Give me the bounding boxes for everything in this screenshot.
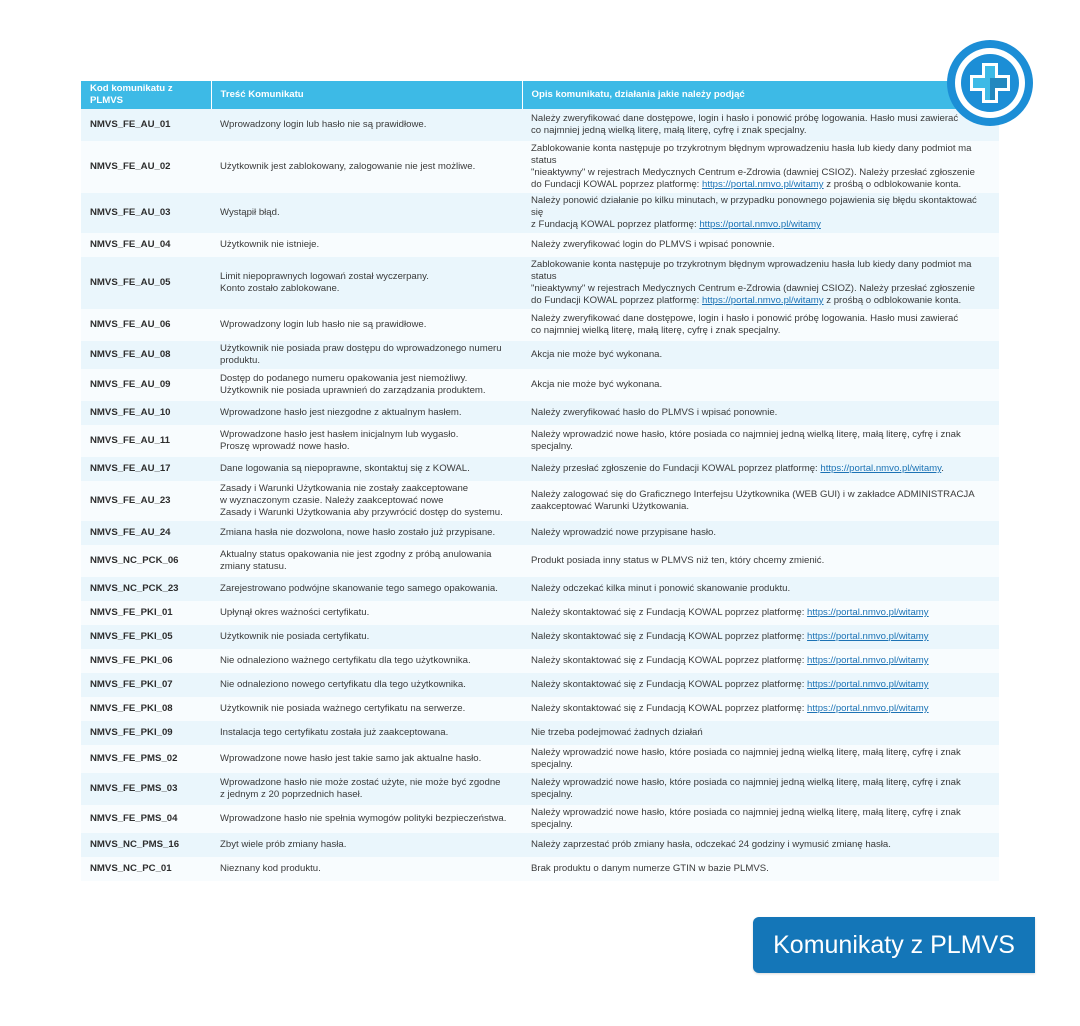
- table-row: [81, 481, 999, 521]
- action-description: [522, 193, 999, 233]
- message-line: Użytkownik nie posiada certyfikatu.: [220, 631, 370, 642]
- action-text: Zablokowanie konta następuje po trzykrotnym błędnym wprowadzeniu hasła lub kiedy dany podmiot ma status: [531, 259, 972, 282]
- action-line: [531, 555, 990, 567]
- message-text: [211, 141, 522, 193]
- message-code: NMVS_FE_PMS_03: [81, 773, 211, 805]
- action-line: [531, 379, 990, 391]
- action-line: [531, 679, 990, 691]
- action-text: Należy wprowadzić nowe hasło, które posiada co najmniej jedną wielką literę, małą literę, cyfrę i znak specjalny.: [531, 777, 961, 800]
- action-description: [522, 673, 999, 697]
- message-code: NMVS_FE_AU_06: [81, 309, 211, 341]
- action-text: co najmniej jedną wielką literę, małą literę, cyfrę i znak specjalny.: [531, 125, 807, 136]
- table-row: [81, 309, 999, 341]
- message-line: Wprowadzony login lub hasło nie są prawidłowe.: [220, 119, 427, 130]
- action-description: [522, 369, 999, 401]
- message-text: [211, 649, 522, 673]
- action-description: [522, 545, 999, 577]
- action-line: [531, 863, 990, 875]
- message-text: [211, 697, 522, 721]
- message-text: [211, 109, 522, 141]
- message-line: Użytkownik nie posiada uprawnień do zarządzania produktem.: [220, 385, 486, 396]
- action-text: Należy skontaktować się z Fundacją KOWAL poprzez platformę:: [531, 631, 808, 642]
- action-text: Należy zaprzestać prób zmiany hasła, odczekać 24 godziny i wymusić zmianę hasła.: [531, 839, 891, 850]
- table-row: [81, 833, 999, 857]
- action-text: do Fundacji KOWAL poprzez platformę:: [531, 295, 702, 306]
- message-line: Użytkownik nie posiada ważnego certyfikatu na serwerze.: [220, 703, 466, 714]
- message-code: NMVS_FE_AU_24: [81, 521, 211, 545]
- action-line: [531, 113, 990, 125]
- action-text: Należy skontaktować się z Fundacją KOWAL poprzez platformę:: [531, 679, 808, 690]
- message-code: NMVS_FE_PKI_01: [81, 601, 211, 625]
- portal-link[interactable]: https://portal.nmvo.pl/witamy: [699, 219, 821, 230]
- action-description: [522, 649, 999, 673]
- table-row: [81, 773, 999, 805]
- message-code: NMVS_FE_AU_02: [81, 141, 211, 193]
- action-description: [522, 625, 999, 649]
- action-description: [522, 521, 999, 545]
- message-code: NMVS_FE_PKI_09: [81, 721, 211, 745]
- action-text: Należy zweryfikować hasło do PLMVS i wpisać ponownie.: [531, 407, 778, 418]
- message-code: NMVS_FE_PMS_04: [81, 805, 211, 833]
- action-line: [531, 527, 990, 539]
- message-text: [211, 425, 522, 457]
- message-line: w wyznaczonym czasie. Należy zaakceptować nowe: [220, 495, 444, 506]
- portal-link[interactable]: https://portal.nmvo.pl/witamy: [702, 295, 824, 306]
- action-description: [522, 805, 999, 833]
- message-line: Limit niepoprawnych logowań został wyczerpany.: [220, 271, 429, 282]
- message-line: Dane logowania są niepoprawne, skontaktuj się z KOWAL.: [220, 463, 470, 474]
- action-description: [522, 773, 999, 805]
- table-row: [81, 649, 999, 673]
- table-row: [81, 457, 999, 481]
- message-line: Wystąpił błąd.: [220, 207, 280, 218]
- action-line: [531, 655, 990, 667]
- action-line: [531, 583, 990, 595]
- table-row: [81, 721, 999, 745]
- table-row: [81, 521, 999, 545]
- message-line: Użytkownik nie istnieje.: [220, 239, 320, 250]
- message-line: Wprowadzone hasło jest niezgodne z aktualnym hasłem.: [220, 407, 462, 418]
- message-text: [211, 369, 522, 401]
- message-line: Zasady i Warunki Użytkowania nie zostały zaakceptowane: [220, 483, 469, 494]
- message-code: NMVS_FE_AU_17: [81, 457, 211, 481]
- message-line: Wprowadzony login lub hasło nie są prawidłowe.: [220, 319, 427, 330]
- table-body: [81, 109, 999, 881]
- action-description: [522, 257, 999, 309]
- action-line: [531, 349, 990, 361]
- action-line: [531, 259, 990, 283]
- message-text: [211, 745, 522, 773]
- message-text: [211, 233, 522, 257]
- message-text: [211, 521, 522, 545]
- header-row: [81, 81, 999, 109]
- action-line: [531, 407, 990, 419]
- portal-link[interactable]: https://portal.nmvo.pl/witamy: [702, 179, 824, 190]
- message-line: Nie odnaleziono ważnego certyfikatu dla tego użytkownika.: [220, 655, 471, 666]
- action-line: [531, 429, 990, 453]
- action-line: [531, 239, 990, 251]
- message-line: Upłynął okres ważności certyfikatu.: [220, 607, 370, 618]
- footer-title-badge: Komunikaty z PLMVS: [753, 917, 1035, 973]
- action-description: [522, 601, 999, 625]
- action-line: [531, 325, 990, 337]
- message-code: NMVS_FE_PKI_07: [81, 673, 211, 697]
- action-description: [522, 721, 999, 745]
- action-description: [522, 577, 999, 601]
- table-row: [81, 141, 999, 193]
- table-row: [81, 625, 999, 649]
- action-text: zaakceptować Warunki Użytkowania.: [531, 501, 690, 512]
- portal-link[interactable]: https://portal.nmvo.pl/witamy: [807, 679, 929, 690]
- messages-table: [81, 81, 999, 881]
- table-row: [81, 233, 999, 257]
- action-text: do Fundacji KOWAL poprzez platformę:: [531, 179, 702, 190]
- action-description: [522, 697, 999, 721]
- message-code: NMVS_FE_AU_01: [81, 109, 211, 141]
- action-description: [522, 401, 999, 425]
- action-text: Należy wprowadzić nowe hasło, które posiada co najmniej jedną wielką literę, małą literę, cyfrę i znak specjalny.: [531, 807, 961, 830]
- action-text: z prośbą o odblokowanie konta.: [823, 295, 962, 306]
- message-line: Aktualny status opakowania nie jest zgodny z próbą anulowania: [220, 549, 492, 560]
- message-text: [211, 805, 522, 833]
- message-text: [211, 625, 522, 649]
- action-line: [531, 179, 990, 191]
- action-text: Zablokowanie konta następuje po trzykrotnym błędnym wprowadzeniu hasła lub kiedy dany podmiot ma status: [531, 143, 972, 166]
- action-text: Należy zweryfikować dane dostępowe, login i hasło i ponowić próbę logowania. Hasło musi zawierać: [531, 313, 959, 324]
- portal-link[interactable]: https://portal.nmvo.pl/witamy: [807, 631, 929, 642]
- table-row: [81, 745, 999, 773]
- message-line: Zasady i Warunki Użytkowania aby przywrócić dostęp do systemu.: [220, 507, 503, 518]
- message-line: Użytkownik jest zablokowany, zalogowanie nie jest możliwe.: [220, 161, 476, 172]
- table-row: [81, 193, 999, 233]
- message-text: [211, 833, 522, 857]
- message-line: Zbyt wiele prób zmiany hasła.: [220, 839, 347, 850]
- action-text: Należy wprowadzić nowe hasło, które posiada co najmniej jedną wielką literę, małą literę, cyfrę i znak specjalny.: [531, 747, 961, 770]
- action-line: [531, 747, 990, 771]
- message-code: NMVS_NC_PCK_23: [81, 577, 211, 601]
- action-description: [522, 141, 999, 193]
- action-text: Nie trzeba podejmować żadnych działań: [531, 727, 703, 738]
- message-code: NMVS_FE_AU_03: [81, 193, 211, 233]
- action-text: Należy skontaktować się z Fundacją KOWAL poprzez platformę:: [531, 655, 808, 666]
- action-line: [531, 631, 990, 643]
- message-code: NMVS_FE_AU_08: [81, 341, 211, 369]
- action-text: Należy wprowadzić nowe przypisane hasło.: [531, 527, 717, 538]
- action-text: Należy skontaktować się z Fundacją KOWAL poprzez platformę:: [531, 607, 808, 618]
- message-code: NMVS_FE_AU_05: [81, 257, 211, 309]
- action-text: Należy zweryfikować login do PLMVS i wpisać ponownie.: [531, 239, 775, 250]
- message-code: NMVS_FE_PKI_08: [81, 697, 211, 721]
- action-description: [522, 833, 999, 857]
- action-line: [531, 727, 990, 739]
- table-row: [81, 601, 999, 625]
- message-line: Dostęp do podanego numeru opakowania jest niemożliwy.: [220, 373, 468, 384]
- action-line: [531, 219, 990, 231]
- action-text: Akcja nie może być wykonana.: [531, 349, 663, 360]
- action-description: [522, 481, 999, 521]
- header-code: Kod komunikatu z PLMVS: [81, 81, 211, 109]
- message-text: [211, 773, 522, 805]
- action-line: [531, 777, 990, 801]
- message-text: [211, 257, 522, 309]
- message-code: NMVS_FE_PMS_02: [81, 745, 211, 773]
- action-line: [531, 839, 990, 851]
- table-row: [81, 697, 999, 721]
- message-text: [211, 193, 522, 233]
- message-code: NMVS_FE_PKI_05: [81, 625, 211, 649]
- action-text: Produkt posiada inny status w PLMVS niż ten, który chcemy zmienić.: [531, 555, 825, 566]
- message-line: Proszę wprowadź nowe hasło.: [220, 441, 350, 452]
- action-text: "nieaktywny" w rejestrach Medycznych Centrum e-Zdrowia (dawniej CSIOZ). Należy przesłać zgłoszenie: [531, 283, 976, 294]
- action-line: [531, 295, 990, 307]
- message-code: NMVS_FE_AU_04: [81, 233, 211, 257]
- message-line: Użytkownik nie posiada praw dostępu do wprowadzonego numeru produktu.: [220, 343, 502, 366]
- message-line: Wprowadzone hasło jest hasłem inicjalnym lub wygasło.: [220, 429, 459, 440]
- action-text: Brak produktu o danym numerze GTIN w bazie PLMVS.: [531, 863, 769, 874]
- message-line: Instalacja tego certyfikatu została już zaakceptowana.: [220, 727, 449, 738]
- action-line: [531, 489, 990, 501]
- action-line: [531, 283, 990, 295]
- message-line: Wprowadzone hasło nie może zostać użyte, nie może być zgodne: [220, 777, 501, 788]
- message-text: [211, 601, 522, 625]
- action-description: [522, 457, 999, 481]
- message-line: zmiany statusu.: [220, 561, 287, 572]
- portal-link[interactable]: https://portal.nmvo.pl/witamy: [820, 463, 942, 474]
- action-text: Akcja nie może być wykonana.: [531, 379, 663, 390]
- table-row: [81, 369, 999, 401]
- action-line: [531, 501, 990, 513]
- message-text: [211, 481, 522, 521]
- action-description: [522, 109, 999, 141]
- message-line: Konto zostało zablokowane.: [220, 283, 340, 294]
- message-code: NMVS_NC_PC_01: [81, 857, 211, 881]
- message-code: NMVS_FE_AU_23: [81, 481, 211, 521]
- message-text: [211, 857, 522, 881]
- portal-link[interactable]: https://portal.nmvo.pl/witamy: [807, 655, 929, 666]
- table-row: [81, 857, 999, 881]
- action-description: [522, 309, 999, 341]
- table-row: [81, 425, 999, 457]
- message-line: Wprowadzone hasło nie spełnia wymogów polityki bezpieczeństwa.: [220, 813, 507, 824]
- action-text: z prośbą o odblokowanie konta.: [823, 179, 962, 190]
- action-description: [522, 341, 999, 369]
- message-code: NMVS_FE_PKI_06: [81, 649, 211, 673]
- message-line: z jednym z 20 poprzednich haseł.: [220, 789, 363, 800]
- message-text: [211, 401, 522, 425]
- action-text: Należy przesłać zgłoszenie do Fundacji KOWAL poprzez platformę:: [531, 463, 821, 474]
- action-text: Należy zalogować się do Graficznego Interfejsu Użytkownika (WEB GUI) i w zakładce ADMINISTRACJA: [531, 489, 975, 500]
- action-description: [522, 425, 999, 457]
- action-line: [531, 195, 990, 219]
- table-header: [81, 81, 999, 109]
- message-line: Wprowadzone nowe hasło jest takie samo jak aktualne hasło.: [220, 753, 482, 764]
- action-text: Należy skontaktować się z Fundacją KOWAL poprzez platformę:: [531, 703, 808, 714]
- message-text: [211, 577, 522, 601]
- table-row: [81, 341, 999, 369]
- table-row: [81, 109, 999, 141]
- message-code: NMVS_FE_AU_10: [81, 401, 211, 425]
- table-row: [81, 577, 999, 601]
- message-code: NMVS_NC_PCK_06: [81, 545, 211, 577]
- message-code: NMVS_FE_AU_11: [81, 425, 211, 457]
- table-row: [81, 545, 999, 577]
- action-text: Należy odczekać kilka minut i ponowić skanowanie produktu.: [531, 583, 791, 594]
- action-description: [522, 745, 999, 773]
- portal-link[interactable]: https://portal.nmvo.pl/witamy: [807, 703, 929, 714]
- action-line: [531, 125, 990, 137]
- table-row: [81, 673, 999, 697]
- message-text: [211, 341, 522, 369]
- table-row: [81, 257, 999, 309]
- action-line: [531, 167, 990, 179]
- action-text: Należy zweryfikować dane dostępowe, login i hasło i ponowić próbę logowania. Hasło musi zawierać: [531, 113, 959, 124]
- medical-cross-logo-icon: [944, 37, 1036, 129]
- message-line: Zmiana hasła nie dozwolona, nowe hasło zostało już przypisane.: [220, 527, 496, 538]
- action-description: [522, 857, 999, 881]
- action-text: Należy ponowić działanie po kilku minutach, w przypadku ponownego pojawienia się błędu skontaktować się: [531, 195, 977, 218]
- action-line: [531, 143, 990, 167]
- action-description: [522, 233, 999, 257]
- message-text: [211, 309, 522, 341]
- action-line: [531, 607, 990, 619]
- action-text: z Fundacją KOWAL poprzez platformę:: [531, 219, 700, 230]
- action-text: Należy wprowadzić nowe hasło, które posiada co najmniej jedną wielką literę, małą literę, cyfrę i znak specjalny.: [531, 429, 961, 452]
- action-text: co najmniej wielką literę, małą literę, cyfrę i znak specjalny.: [531, 325, 781, 336]
- message-code: NMVS_NC_PMS_16: [81, 833, 211, 857]
- action-text: .: [941, 463, 944, 474]
- action-line: [531, 703, 990, 715]
- message-line: Zarejestrowano podwójne skanowanie tego samego opakowania.: [220, 583, 498, 594]
- message-text: [211, 721, 522, 745]
- portal-link[interactable]: https://portal.nmvo.pl/witamy: [807, 607, 929, 618]
- message-text: [211, 457, 522, 481]
- action-line: [531, 313, 990, 325]
- action-line: [531, 807, 990, 831]
- table-row: [81, 401, 999, 425]
- message-code: NMVS_FE_AU_09: [81, 369, 211, 401]
- message-text: [211, 545, 522, 577]
- header-message: Treść Komunikatu: [211, 81, 522, 109]
- message-text: [211, 673, 522, 697]
- message-line: Nieznany kod produktu.: [220, 863, 321, 874]
- action-line: [531, 463, 990, 475]
- table-row: [81, 805, 999, 833]
- message-line: Nie odnaleziono nowego certyfikatu dla tego użytkownika.: [220, 679, 466, 690]
- header-action: Opis komunikatu, działania jakie należy podjąć: [522, 81, 999, 109]
- messages-table-container: [81, 81, 999, 881]
- action-text: "nieaktywny" w rejestrach Medycznych Centrum e-Zdrowia (dawniej CSIOZ). Należy przesłać zgłoszenie: [531, 167, 976, 178]
